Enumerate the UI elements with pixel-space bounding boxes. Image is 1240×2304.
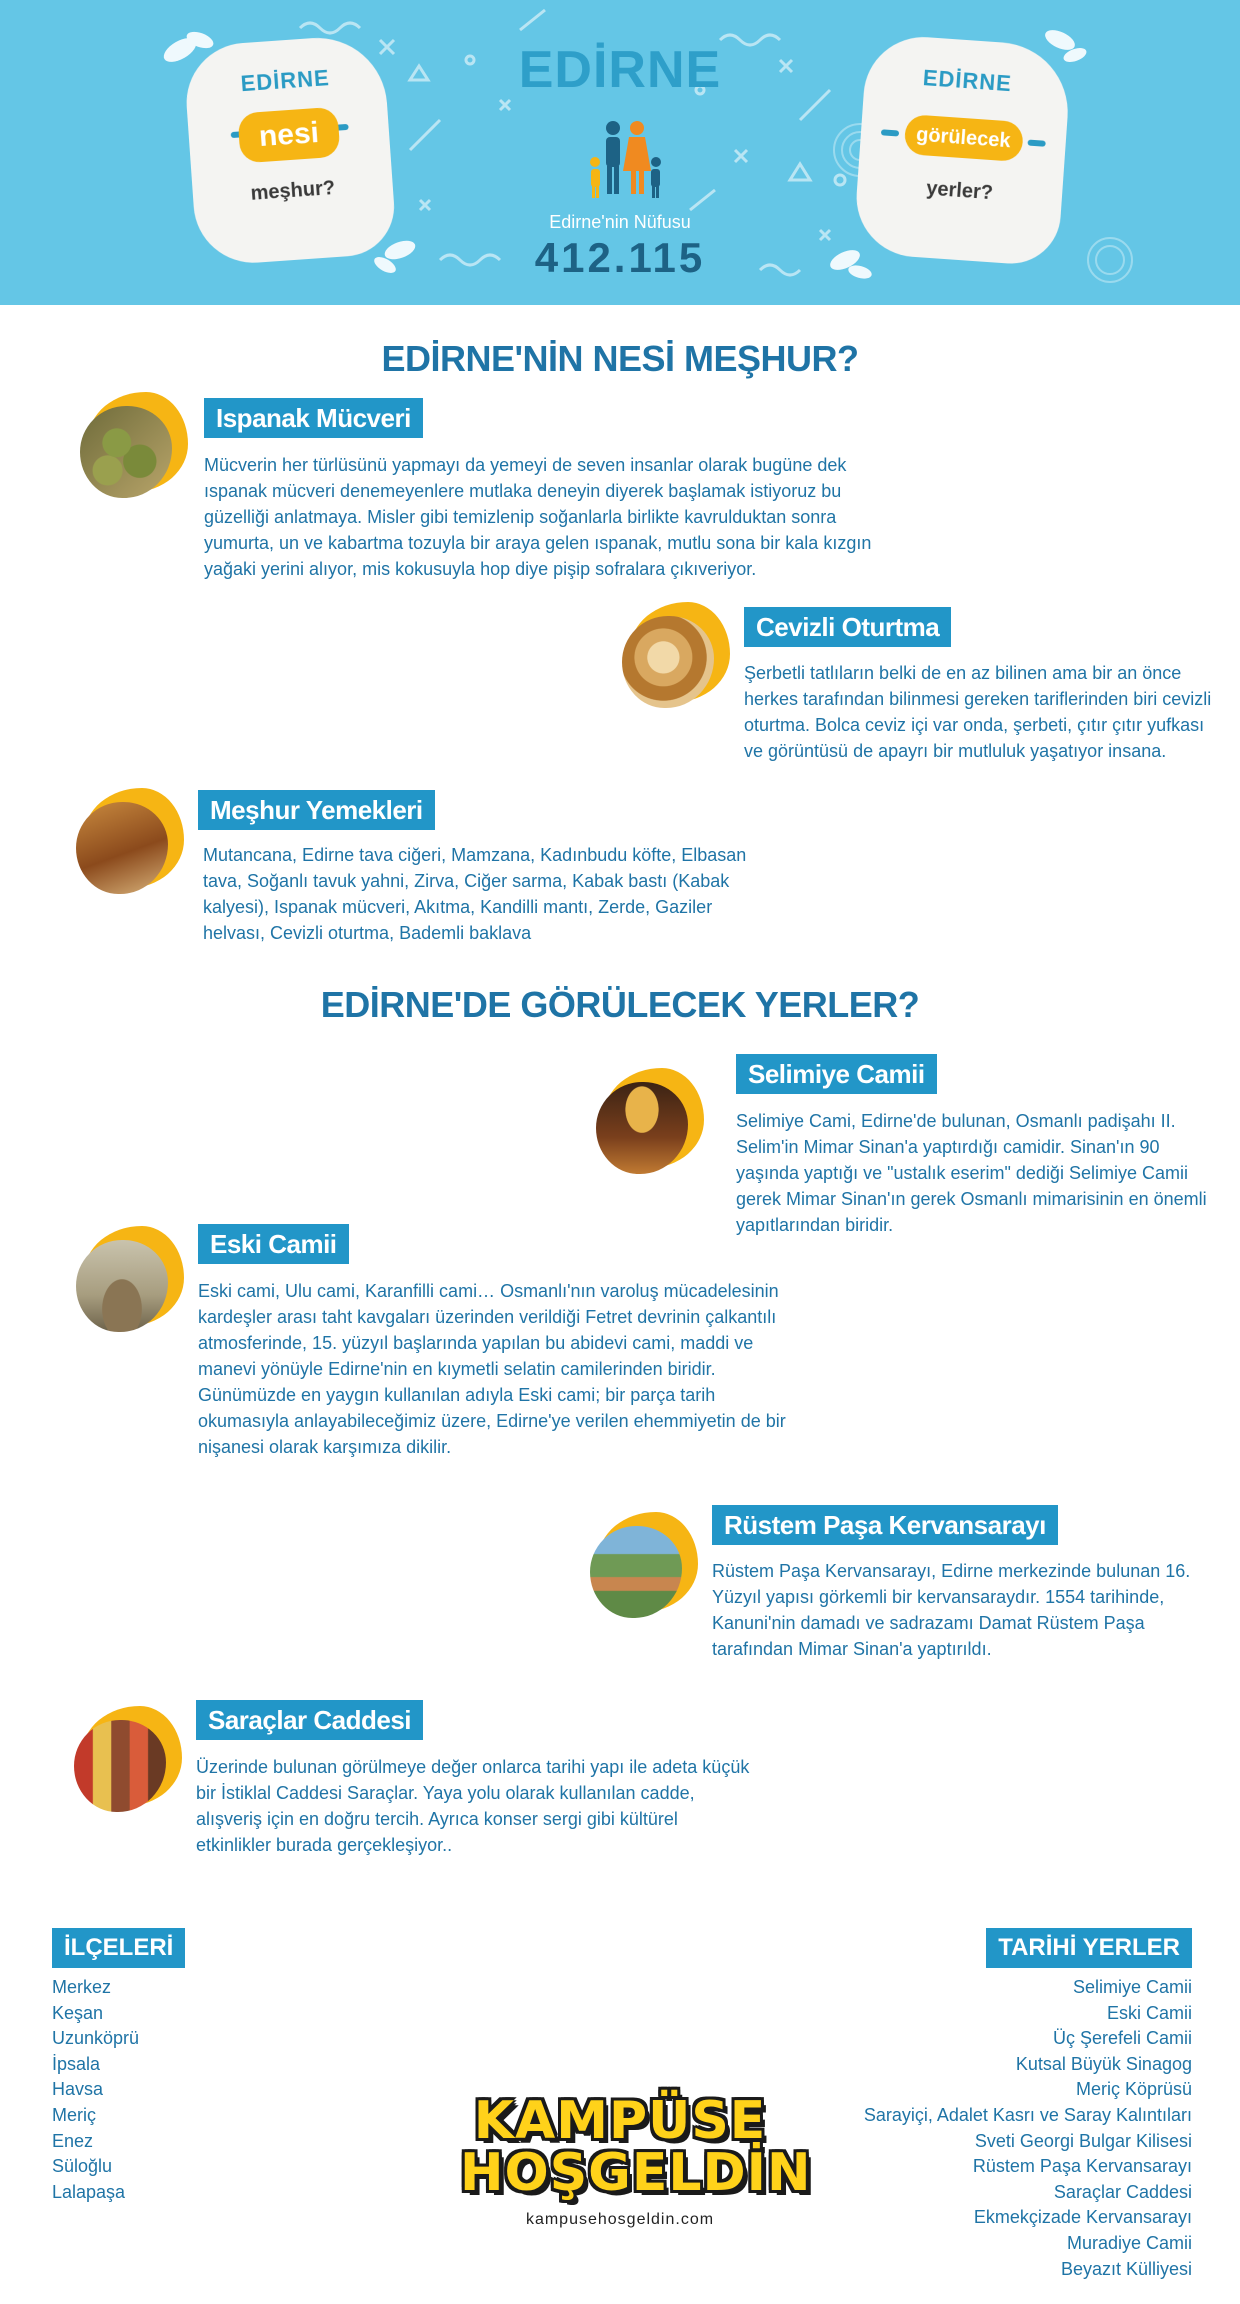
right-bubble-city: EDİRNE: [922, 65, 1013, 97]
eski-camii-text: Eski cami, Ulu cami, Karanfilli cami… Osmanlı'nın varoluş mücadelesinin kardeşler arası taht kavgaları üzerinden verildiği Fetret devrinin çalkantılı atmosferinde, 15. yüzyıl başlarında yapılan bu abidevi cami, maddi ve manevi yönüyle Edirne'nin en kıymetli selatin camilerinden biridir. Günümüzde en yaygın kullanılan adıyla Eski cami; bir parça tarih okumasıyla anlayabileceğimiz üzere, Edirne'ye verilen ehemmiyetin de bir nişanesi olarak karşımıza dikilir.: [198, 1281, 786, 1457]
right-bubble-bottom: yerler?: [925, 177, 994, 205]
meshur-yemekleri-image: [76, 788, 186, 898]
historic-places-list: [772, 1975, 1192, 2282]
ispanak-mucveri-title: Ispanak Mücveri: [204, 398, 423, 438]
right-speech-bubble: [853, 33, 1073, 267]
ispanak-mucveri-image: [80, 392, 190, 502]
districts-list: [52, 1975, 272, 2205]
population-label: Edirne'nin Nüfusu: [549, 212, 691, 232]
list-item: Enez: [52, 2130, 94, 2151]
eski-camii-image: [76, 1226, 186, 1336]
bubble-dash: [1027, 140, 1045, 147]
list-item: Meriç: [52, 2104, 96, 2125]
list-item: İpsala: [52, 2053, 101, 2074]
rustem-pasa-text: Rüstem Paşa Kervansarayı, Edirne merkezinde bulunan 16. Yüzyıl yapısı görkemli bir kervansaraydır. 1554 tarihinde, Kanuni'nin damadı ve sadrazamı Damat Rüstem Paşa tarafından Mimar Sinan'a yaptırıldı.: [712, 1561, 1191, 1659]
list-item: Keşan: [52, 2002, 104, 2023]
list-item: Sarayiçi, Adalet Kasrı ve Saray Kalıntıları: [863, 2104, 1192, 2125]
logo-line-1: KAMPÜSE: [473, 2091, 767, 2151]
historic-places-title: TARİHİ YERLER: [986, 1928, 1192, 1968]
left-bubble-bottom: meşhur?: [249, 176, 336, 205]
list-item: Sveti Georgi Bulgar Kilisesi: [974, 2130, 1192, 2151]
cevizli-oturtma-image: [622, 602, 732, 712]
logo-line-2: HOŞGELDİN: [460, 2143, 812, 2203]
meshur-yemekleri-title: Meşhur Yemekleri: [198, 790, 435, 830]
list-item: Kutsal Büyük Sinagog: [1015, 2053, 1192, 2074]
selimiye-camii-text: Selimiye Cami, Edirne'de bulunan, Osmanlı padişahı II. Selim'in Mimar Sinan'a yaptırdığı camidir. Sinan'ın 90 yaşında yaptığı ve "ustalık eserim" dediği Selimiye Camii gerek Mimar Sinan'ın gerek Osmanlı mimarisinin en önemli yapıtlarından biridir.: [736, 1111, 1207, 1235]
list-item: Beyazıt Külliyesi: [1060, 2258, 1192, 2279]
districts-title: İLÇELERİ: [52, 1928, 185, 1968]
bubble-dash: [881, 129, 899, 136]
eski-camii-title: Eski Camii: [198, 1224, 349, 1264]
list-item: Süloğlu: [52, 2156, 113, 2177]
list-item: Üç Şerefeli Camii: [1052, 2028, 1192, 2049]
list-item: Havsa: [52, 2079, 104, 2100]
header-banner: [0, 0, 1240, 305]
kampuse-hosgeldin-logo: [460, 2091, 812, 2229]
list-item: Merkez: [52, 1977, 112, 1997]
meshur-yemekleri-text: Mutancana, Edirne tava ciğeri, Mamzana, Kadınbudu köfte, Elbasan tava, Soğanlı tavuk yahni, Zirva, Ciğer sarma, Kabak bastı (Kabak kalyesi), Ispanak mücveri, Akıtma, Kandilli mantı, Zerde, Gaziler helvası, Cevizli oturtma, Bademli baklava: [203, 845, 747, 943]
rustem-pasa-image: [590, 1512, 700, 1622]
population-value: 412.115: [534, 234, 706, 281]
food-section-title: EDİRNE'NİN NESİ MEŞHUR?: [381, 338, 859, 379]
list-item: Lalapaşa: [52, 2181, 126, 2202]
saraclar-caddesi-title: Saraçlar Caddesi: [196, 1700, 423, 1740]
family-icon: [585, 118, 665, 202]
rustem-pasa-title: Rüstem Paşa Kervansarayı: [712, 1505, 1058, 1545]
list-item: Ekmekçizade Kervansarayı: [973, 2207, 1192, 2228]
ispanak-mucveri-text: Mücverin her türlüsünü yapmayı da yemeyi de seven insanlar olarak bugüne dek ıspanak mücveri denemeyenlere mutlaka deneyin diyerek başlamak istiyoruz bu güzelliği anlatmaya. Misler gibi temizlenip soğanlarla birlikte kavrulduktan sonra yumurta, un ve kabartma tozuyla bir araya gelen ıspanak, mutlu sona bir kala kızgın yağaki yerini alıyor, mis kokusuyla hop diye pişip sofralara çıkıveriyor.: [204, 455, 872, 579]
list-item: Selimiye Camii: [1072, 1977, 1192, 1997]
saraclar-caddesi-text: Üzerinde bulunan görülmeye değer onlarca tarihi yapı ile adeta küçük bir İstiklal Caddesi Saraçlar. Yaya yolu olarak kullanılan cadde, alışveriş için en doğru tercih. Ayrıca konser sergi gibi kültürel etkinlikler burada gerçekleşiyor..: [196, 1757, 750, 1855]
left-bubble-city: EDİRNE: [239, 65, 331, 97]
list-item: Uzunköprü: [52, 2028, 140, 2049]
left-bubble-highlight: nesi: [237, 107, 340, 164]
selimiye-camii-title: Selimiye Camii: [736, 1054, 937, 1094]
list-item: Rüstem Paşa Kervansarayı: [972, 2156, 1192, 2177]
logo-url: kampusehosgeldin.com: [525, 2211, 715, 2228]
cevizli-oturtma-text: Şerbetli tatlıların belki de en az bilinen ama bir an önce herkes tarafından bilinmesi gereken tariflerinden biri cevizli oturtma. Bolca ceviz içi var onda, şerbeti, çıtır çıtır yufkası ve görüntüsü de apayrı bir mutluluk yaşatıyor insana.: [744, 663, 1212, 761]
cevizli-oturtma-title: Cevizli Oturtma: [744, 607, 951, 647]
right-bubble-highlight: görülecek: [903, 114, 1024, 162]
saraclar-caddesi-image: [74, 1706, 184, 1816]
places-section-title: EDİRNE'DE GÖRÜLECEK YERLER?: [320, 984, 920, 1025]
list-item: Meriç Köprüsü: [1075, 2079, 1192, 2100]
page-title: EDİRNE: [518, 41, 722, 99]
list-item: Saraçlar Caddesi: [1053, 2181, 1192, 2202]
list-item: Muradiye Camii: [1066, 2232, 1192, 2253]
list-item: Eski Camii: [1106, 2002, 1192, 2023]
selimiye-camii-image: [596, 1068, 706, 1178]
